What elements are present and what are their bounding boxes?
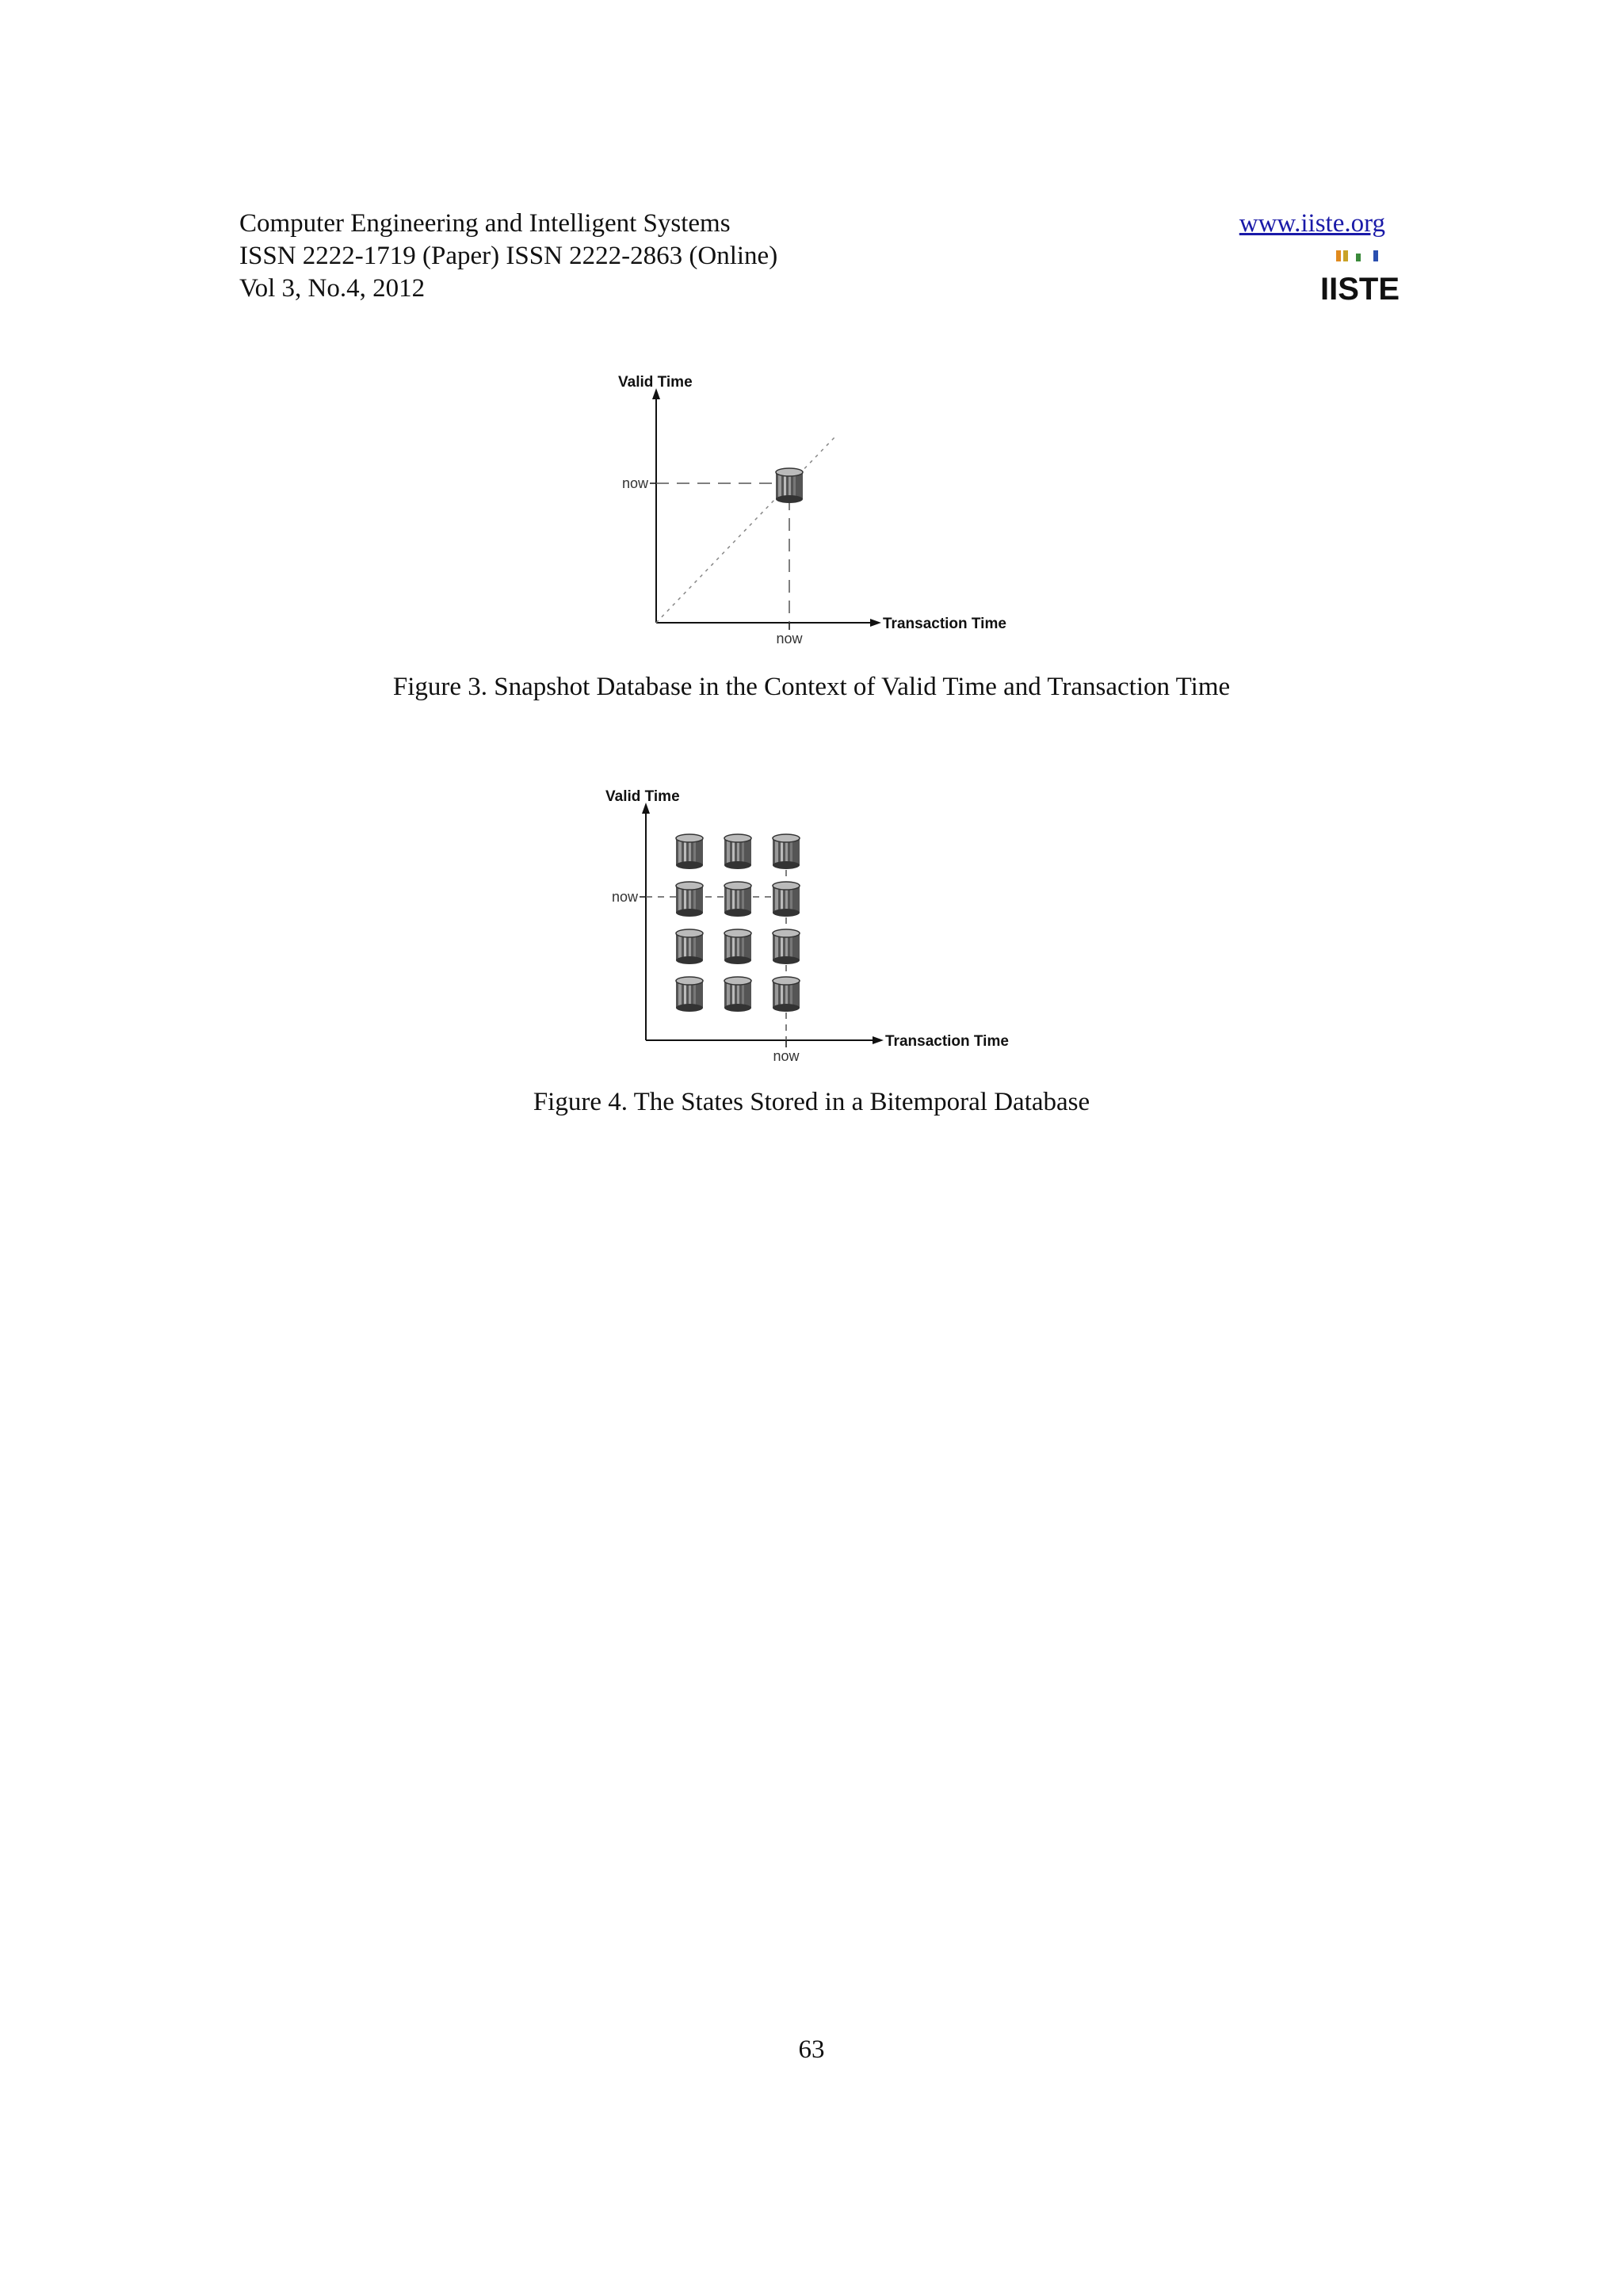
figure-4 xyxy=(602,787,1030,1072)
diagonal-line xyxy=(656,436,836,623)
figure-3-caption: Figure 3. Snapshot Database in the Context of Valid Time and Transaction Time xyxy=(392,673,1231,701)
issn-line: ISSN 2222-1719 (Paper) ISSN 2222-2863 (Online) xyxy=(239,242,778,270)
website-link[interactable]: www.iiste.org xyxy=(1239,209,1385,238)
database-icon xyxy=(676,929,703,964)
x-axis-label: Transaction Time xyxy=(885,1033,1009,1050)
database-icon xyxy=(676,834,703,869)
database-icon xyxy=(773,882,800,917)
database-icon xyxy=(776,468,803,503)
y-tick-now: now xyxy=(611,889,638,905)
database-icon xyxy=(724,882,751,917)
x-axis-arrow xyxy=(870,619,881,627)
y-axis-label: Valid Time xyxy=(618,374,693,391)
figure-3 xyxy=(610,372,1022,658)
x-axis-arrow xyxy=(873,1036,884,1044)
x-tick-now: now xyxy=(776,631,803,646)
x-tick-now: now xyxy=(773,1048,800,1064)
logo-wordmark: IISTE xyxy=(1319,272,1400,307)
journal-title: Computer Engineering and Intelligent Systems xyxy=(239,209,731,238)
x-axis-label: Transaction Time xyxy=(883,616,1006,632)
y-axis-label: Valid Time xyxy=(605,788,680,805)
database-icon xyxy=(724,929,751,964)
figure-4-caption: Figure 4. The States Stored in a Bitemporal Database xyxy=(533,1088,1090,1116)
database-icon xyxy=(773,977,800,1012)
iiste-logo xyxy=(1319,249,1400,307)
page-number: 63 xyxy=(798,2035,825,2064)
running-header xyxy=(239,208,777,305)
y-tick-now: now xyxy=(621,475,648,491)
database-icon xyxy=(724,977,751,1012)
database-icon xyxy=(676,977,703,1012)
database-icon xyxy=(676,882,703,917)
volume-line: Vol 3, No.4, 2012 xyxy=(239,274,426,303)
database-icon xyxy=(773,834,800,869)
database-icon xyxy=(773,929,800,964)
database-icon xyxy=(724,834,751,869)
